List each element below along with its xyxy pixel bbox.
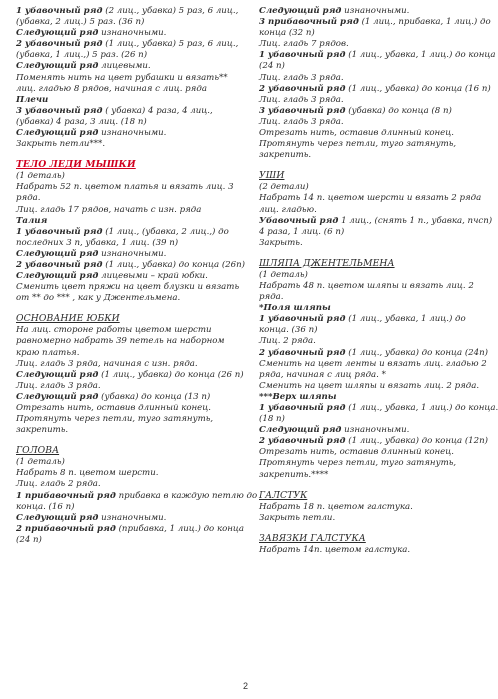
row-label: Плечи — [16, 94, 49, 105]
text-line — [259, 370, 481, 381]
text-line — [16, 381, 238, 392]
row-text: ряда, начиная с лиц ряда. * — [259, 369, 386, 380]
row-text: (1 лиц., убавка) до конца (16 п) — [345, 83, 491, 94]
section-heading: ЗАВЯЗКИ ГАЛСТУКА — [259, 532, 366, 544]
row-label: Следующий ряд — [16, 61, 99, 72]
text-line — [259, 215, 493, 227]
row-text: (1 лиц., убавка) до конца (12п) — [345, 436, 489, 447]
row-text: (1 лиц., прибавка, 1 лиц.) до — [358, 17, 491, 28]
text-line — [259, 227, 481, 238]
page-number: 2 — [243, 681, 249, 691]
text-line — [16, 414, 238, 425]
text-line — [16, 479, 238, 490]
text-line — [16, 425, 238, 436]
row-text: Отрезать нить, оставив длинный конец. — [259, 128, 454, 139]
row-text: ( убавка) 4 раза, 4 лиц., — [102, 105, 213, 116]
text-line — [259, 414, 481, 425]
row-text: (убавка, 2 лиц.) 5 раз. (36 п) — [16, 17, 145, 28]
section-heading: ОСНОВАНИЕ ЮБКИ — [16, 313, 120, 325]
text-line — [16, 392, 238, 403]
row-text: (2 лиц., убавка) 5 раз, 6 лиц., — [102, 6, 239, 16]
text-line — [259, 182, 481, 193]
row-label: Убавочный ряд — [259, 215, 339, 226]
row-text: ряда. — [16, 193, 41, 204]
text-line — [259, 281, 481, 292]
row-text: (убавка) до конца (8 п) — [345, 105, 452, 116]
text-line — [16, 61, 238, 72]
row-text: лиц. гладью. — [259, 204, 317, 215]
text-line — [16, 182, 238, 193]
row-text: Отрезать нить, оставив длинный конец. — [16, 403, 211, 413]
text-line — [16, 73, 238, 84]
row-text: (1 деталь) — [259, 269, 308, 280]
row-text: закрепить. — [16, 425, 69, 436]
row-label: 2 прибавочный ряд — [16, 523, 116, 534]
row-text: (1 лиц., убавка) до конца (26п) — [102, 259, 246, 270]
text-line — [259, 150, 481, 161]
text-line — [259, 95, 481, 106]
row-text: Лиц. гладь 7 рядов. — [259, 39, 349, 50]
row-label: 2 убавочный ряд — [16, 39, 103, 50]
row-label: 2 убавочный ряд — [16, 259, 103, 270]
text-line — [259, 117, 481, 128]
text-line — [259, 193, 481, 204]
row-text: (1 лиц., убавка) 5 раз, 6 лиц., — [102, 39, 239, 50]
text-line — [259, 128, 481, 139]
text-line — [16, 117, 238, 128]
text-line — [259, 238, 481, 249]
row-text: На лиц. стороне работы цветом шерсти — [16, 325, 212, 336]
row-text: 4 раза, 1 лиц. (6 п) — [259, 226, 345, 237]
text-line — [16, 513, 238, 524]
text-line — [16, 28, 238, 39]
row-label: 2 убавочный ряд — [259, 347, 346, 358]
row-text: (1 лиц., убавка) до конца (24п) — [345, 347, 489, 358]
row-text: Протянуть через петли, туго затянуть, — [259, 139, 457, 150]
row-text: (1 лиц., убавка) до конца (26 п) — [98, 369, 244, 380]
row-text: (1 деталь) — [16, 457, 65, 468]
right-column — [259, 6, 498, 556]
text-line — [16, 403, 238, 414]
text-line — [16, 139, 238, 150]
row-label: Следующий ряд — [16, 369, 99, 380]
text-line — [16, 259, 246, 271]
row-label: Следующий ряд — [259, 425, 342, 436]
row-text: Закрыть петли***. — [16, 139, 106, 150]
row-label: 1 прибавочный ряд — [16, 490, 116, 501]
row-text: изнаночными. — [98, 248, 167, 259]
row-text: (убавка) 4 раза, 3 лиц. (18 п) — [16, 116, 147, 127]
section-heading: ТЕЛО ЛЕДИ МЫШКИ — [16, 159, 136, 171]
text-line — [16, 6, 238, 17]
section-gap — [16, 150, 238, 159]
text-line — [16, 271, 238, 282]
row-label: Следующий ряд — [16, 248, 99, 259]
row-text: (24 п) — [16, 534, 42, 545]
row-text: Набрать 14 п. цветом шерсти и вязать 2 ряда — [259, 193, 482, 204]
text-line — [16, 216, 238, 227]
row-text: Протянуть через петли, туго затянуть, — [259, 458, 457, 469]
left-column — [16, 6, 258, 546]
text-line — [16, 205, 238, 216]
text-line — [259, 502, 481, 513]
row-label: 3 убавочный ряд — [259, 105, 346, 116]
row-text: Лиц. гладь 3 ряда, начиная с изн. ряда. — [16, 358, 198, 369]
text-line — [259, 403, 498, 414]
row-text: (убавка, 1 лиц.,) 5 раз. (26 п) — [16, 50, 148, 61]
row-text: (прибавка, 1 лиц.) до конца — [115, 523, 245, 534]
text-line — [259, 347, 489, 359]
row-text: (1 лиц., убавка, 1 лиц.) до конца. — [345, 403, 498, 413]
row-text: закрепить.**** — [259, 469, 329, 480]
row-text: от ** до *** , как у Джентельмена. — [16, 293, 181, 304]
text-line — [259, 61, 481, 72]
row-label: 3 прибавочный ряд — [259, 17, 359, 28]
text-line — [259, 50, 496, 61]
row-text: Лиц. гладь 3 ряда. — [259, 94, 344, 105]
row-label: Следующий ряд — [16, 28, 99, 39]
text-line — [259, 28, 481, 39]
row-text: (1 лиц., убавка, 1 лиц.) до — [345, 314, 466, 325]
text-line — [259, 106, 481, 117]
row-text: Набрать 52 п. цветом платья и вязать лиц. 3 — [16, 182, 234, 193]
text-line — [16, 128, 238, 139]
row-text: лиц. гладью 8 рядов, начиная с лиц. ряда — [16, 83, 207, 94]
text-line — [259, 336, 481, 347]
text-line — [16, 39, 238, 50]
row-text: закрепить. — [259, 150, 312, 161]
row-text: (24 п) — [259, 61, 285, 72]
text-line — [16, 193, 238, 204]
section-gap — [259, 524, 481, 533]
row-text: Закрыть петли. — [259, 512, 336, 523]
row-label: Талия — [16, 215, 48, 226]
text-line — [16, 293, 238, 304]
row-label: 1 убавочный ряд — [259, 314, 346, 325]
text-line — [16, 369, 244, 381]
section-heading: ГОЛОВА — [16, 445, 60, 457]
row-label: ***Верх шляпы — [259, 391, 337, 402]
row-text: (1 лиц., (убавка, 2 лиц.,) до — [102, 226, 229, 237]
text-line — [259, 425, 481, 436]
text-line — [16, 95, 238, 106]
row-text: лицевыми. — [98, 61, 151, 72]
text-line — [16, 468, 238, 479]
row-text: конца. (16 п) — [16, 501, 75, 512]
row-text: изнаночными. — [98, 28, 167, 39]
row-text: изнаночными. — [341, 425, 410, 436]
row-label: Следующий ряд — [16, 128, 99, 139]
row-text: лицевыми – край юбки. — [98, 271, 208, 282]
text-line — [16, 336, 238, 347]
row-text: 1 лиц., (снять 1 п., убавка, пчсп) — [338, 215, 493, 226]
row-text: Закрыть. — [259, 237, 303, 248]
row-label: Следующий ряд — [16, 271, 99, 282]
row-text: Поменять нить на цвет рубашки и вязать** — [16, 72, 228, 83]
text-line — [259, 139, 481, 150]
text-line — [259, 381, 481, 392]
text-line — [16, 171, 238, 182]
row-label: 2 убавочный ряд — [259, 83, 346, 94]
text-line — [259, 358, 487, 370]
text-line — [16, 490, 258, 502]
row-label: Следующий ряд — [16, 512, 99, 523]
text-line — [16, 457, 238, 468]
row-text: изнаночными. — [98, 128, 167, 139]
row-label: 1 убавочный ряд — [259, 403, 346, 413]
row-text: (18 п) — [259, 414, 285, 425]
text-line — [259, 314, 481, 325]
text-line — [16, 502, 238, 513]
text-line — [16, 227, 238, 238]
row-text: (убавка) до конца (13 п) — [98, 391, 211, 402]
row-text: конца (32 п) — [259, 28, 315, 39]
row-text: равномерно набрать 39 петель на наборном — [16, 336, 225, 347]
row-text: Лиц. гладь 3 ряда. — [16, 380, 101, 391]
text-line — [259, 325, 481, 336]
row-text: Лиц. гладь 2 ряда. — [16, 479, 101, 490]
text-line — [16, 325, 238, 336]
row-text: Протянуть через петли, туго затянуть, — [16, 414, 214, 425]
row-text: конца. (36 п) — [259, 325, 318, 336]
text-line — [16, 249, 238, 260]
row-text: (1 лиц., убавка, 1 лиц.) до конца — [345, 50, 496, 61]
section-gap — [259, 481, 481, 490]
row-label: 1 убавочный ряд — [16, 6, 103, 16]
section-heading: ГАЛСТУК — [259, 489, 308, 501]
section-gap — [16, 436, 238, 445]
row-text: изнаночными. — [341, 6, 410, 16]
text-line — [16, 348, 238, 359]
row-text: Лиц. 2 ряда. — [259, 336, 316, 347]
text-line — [16, 359, 238, 370]
text-line — [259, 392, 481, 403]
row-text: Сменить на цвет ленты и вязать лиц. гладью 2 — [259, 358, 487, 369]
row-text: Лиц. гладь 3 ряда. — [259, 116, 344, 127]
row-text: Набрать 18 п. цветом галстука. — [259, 501, 413, 512]
text-line — [16, 282, 238, 293]
section-gap — [16, 304, 238, 313]
section-gap — [259, 249, 481, 258]
row-text: ряда. — [259, 292, 284, 303]
text-line — [16, 84, 238, 95]
text-line — [259, 292, 481, 303]
text-line — [259, 470, 481, 481]
row-label: 1 убавочный ряд — [259, 50, 346, 61]
row-text: (1 деталь) — [16, 171, 65, 182]
text-line — [259, 545, 481, 556]
section-heading: УШИ — [259, 170, 285, 182]
section-gap — [259, 161, 481, 170]
text-line — [16, 17, 238, 28]
row-text: изнаночными. — [98, 512, 167, 523]
text-line — [259, 39, 481, 50]
text-line — [259, 205, 481, 216]
row-label: 2 убавочный ряд — [259, 436, 346, 447]
row-text: краю платья. — [16, 347, 80, 358]
row-text: Набрать 14п. цветом галстука. — [259, 544, 411, 555]
text-line — [259, 447, 481, 458]
text-line — [259, 83, 491, 95]
row-text: прибавка в каждую петлю до — [115, 490, 258, 501]
text-line — [259, 458, 481, 469]
text-line — [259, 17, 491, 28]
row-text: Лиц. гладь 3 ряда. — [259, 72, 344, 83]
row-text: Отрезать нить, оставив длинный конец. — [259, 447, 454, 458]
text-line — [16, 50, 238, 61]
text-line — [16, 106, 238, 117]
section-heading: ШЛЯПА ДЖЕНТЕЛЬМЕНА — [259, 257, 395, 269]
row-text: последних 3 п, убавка, 1 лиц. (39 п) — [16, 237, 179, 248]
text-line — [16, 523, 245, 535]
row-text: Набрать 8 п. цветом шерсти. — [16, 468, 159, 479]
text-line — [259, 513, 481, 524]
row-label: Следующий ряд — [16, 391, 99, 402]
text-line — [259, 436, 489, 447]
row-text: (2 детали) — [259, 182, 309, 193]
text-line — [16, 535, 238, 546]
row-label: 1 убавочный ряд — [16, 226, 103, 237]
text-line — [259, 6, 481, 17]
text-line — [259, 73, 481, 84]
row-text: Набрать 48 п. цветом шляпы и вязать лиц. 2 — [259, 280, 474, 291]
text-line — [259, 270, 481, 281]
row-text: Лиц. гладь 17 рядов, начать с изн. ряда — [16, 204, 202, 215]
row-label: Следующий ряд — [259, 6, 342, 16]
row-text: Сменить цвет пряжи на цвет блузки и вязать — [16, 282, 240, 293]
row-text: Сменить на цвет шляпы и вязать лиц. 2 ряда. — [259, 380, 480, 391]
row-label: 3 убавочный ряд — [16, 105, 103, 116]
row-label: *Поля шляпы — [259, 303, 331, 314]
text-line — [16, 238, 238, 249]
text-line — [259, 303, 481, 314]
